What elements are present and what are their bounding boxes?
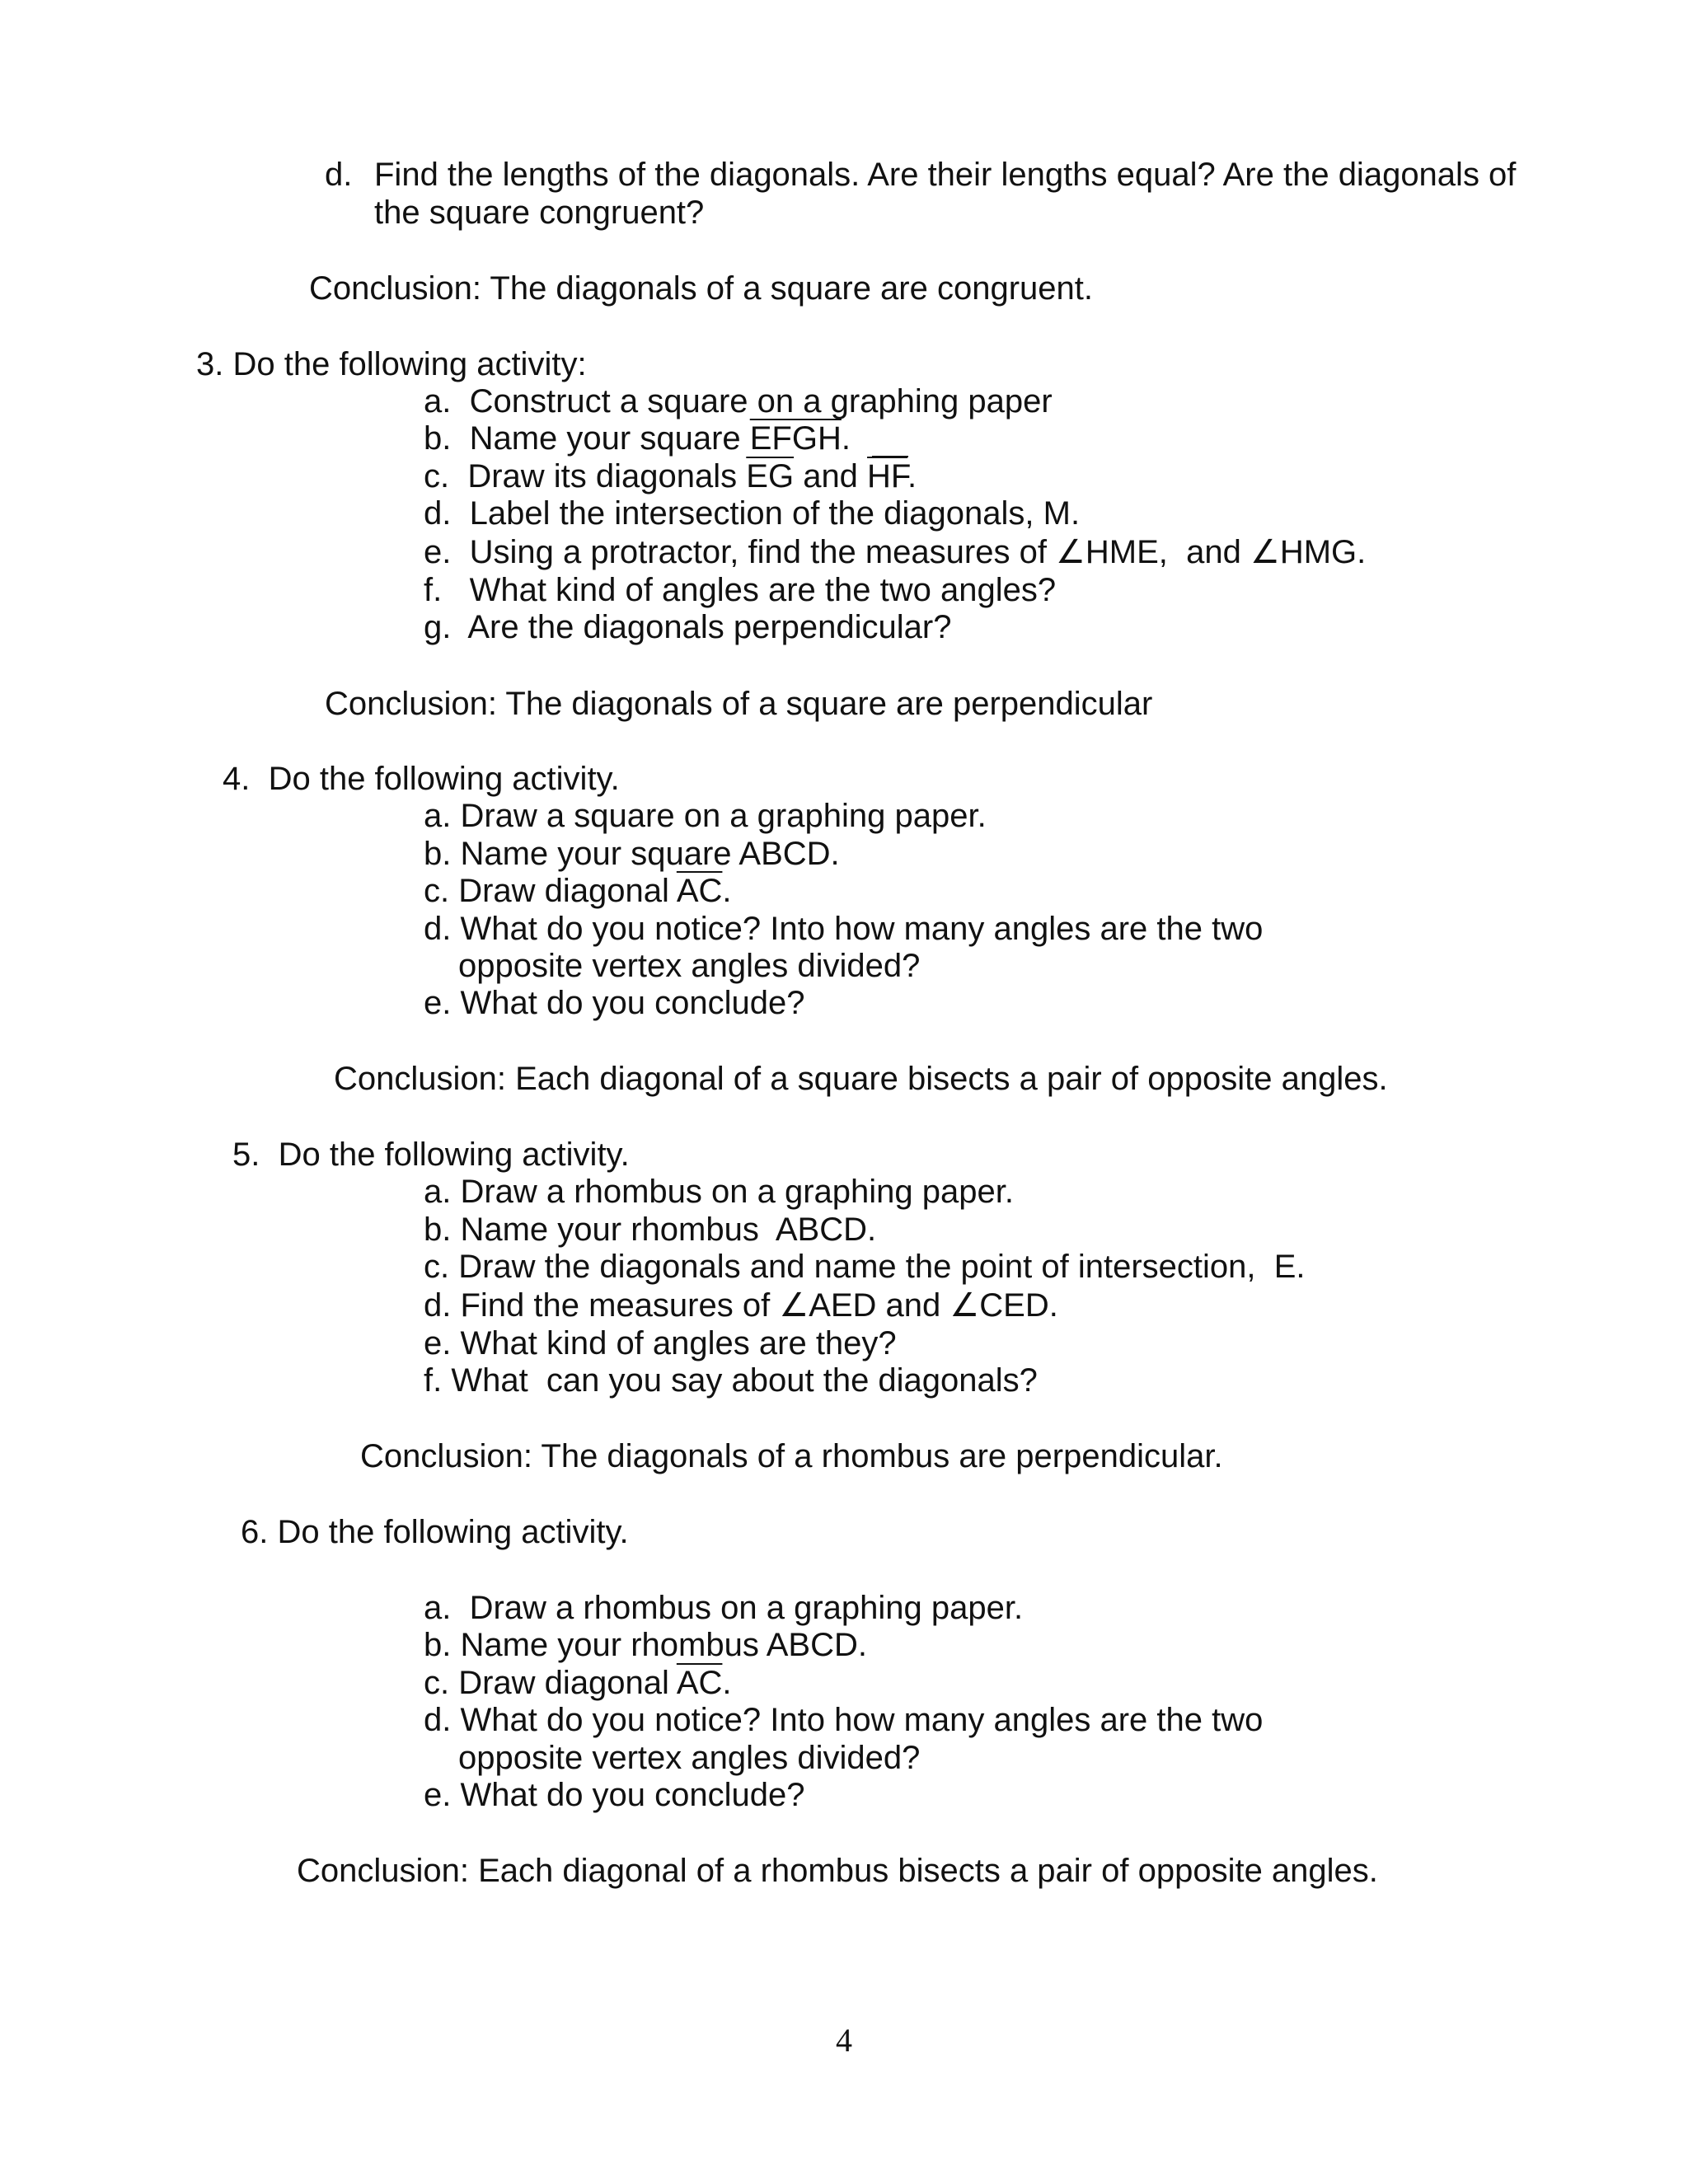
activity-3-heading: 3. Do the following activity: (196, 346, 587, 382)
segment-ac: $\overline{AC}$ (676, 873, 723, 909)
activity-4-item-a: a. Draw a square on a graphing paper. (424, 798, 987, 834)
activity-6-item-a: a. Draw a rhombus on a graphing paper. (424, 1590, 1024, 1626)
activity-6-heading: 6. Do the following activity. (241, 1514, 629, 1550)
activity-3-item-e: e. Using a protractor, find the measures of ∠HME, and ∠HMG. (424, 534, 1367, 570)
activity-5-item-e: e. What kind of angles are they? (424, 1325, 897, 1361)
activity-3-item-a: a. Construct a square on a graphing paper (424, 383, 1053, 419)
activity-3-item-f: f. What kind of angles are the two angles? (424, 572, 1057, 608)
activity-4-item-d-line2: opposite vertex angles divided? (458, 948, 921, 984)
segment-eg: $\overline{EG}$ (746, 458, 795, 494)
activity-6-item-b: b. Name your rhombus ABCD. (424, 1627, 867, 1663)
activity-4-item-c: c. Draw diagonal $\overline{AC}$. (424, 873, 732, 909)
activity-5-item-b: b. Name your rhombus ABCD. (424, 1212, 877, 1248)
item-2d-marker: d. (325, 157, 353, 193)
activity-3-item-b: b. Name your square EFGH. (424, 420, 851, 457)
activity-4-item-e: e. What do you conclude? (424, 985, 805, 1021)
activity-3-item-c: c. Draw its diagonals $\overline{EG}$ and $\overline{HF}$. (424, 458, 917, 494)
activity-5-item-a: a. Draw a rhombus on a graphing paper. (424, 1174, 1014, 1210)
activity-6-item-d-line1: d. What do you notice? Into how many angles are the two (424, 1702, 1264, 1738)
activity-6-item-d-line2: opposite vertex angles divided? (458, 1740, 921, 1776)
activity-5-item-f: f. What can you say about the diagonals? (424, 1362, 1038, 1399)
conclusion-5: Conclusion: The diagonals of a rhombus are perpendicular. (360, 1438, 1223, 1474)
segment-hf: $\overline{HF}$ (867, 458, 907, 494)
activity-6-item-c: c. Draw diagonal $\overline{AC}$. (424, 1665, 732, 1701)
activity-5-heading: 5. Do the following activity. (232, 1137, 630, 1173)
square-name-efgh: EFGH (749, 420, 842, 457)
item-2d-text-line1: Find the lengths of the diagonals. Are their lengths equal? Are the diagonals of (374, 157, 1517, 193)
conclusion-4: Conclusion: Each diagonal of a square bisects a pair of opposite angles. (334, 1061, 1388, 1097)
conclusion-6: Conclusion: Each diagonal of a rhombus bisects a pair of opposite angles. (297, 1853, 1378, 1889)
page-number: 4 (836, 2022, 852, 2059)
activity-5-item-d: d. Find the measures of ∠AED and ∠CED. (424, 1287, 1058, 1324)
conclusion-3: Conclusion: The diagonals of a square are perpendicular (325, 686, 1153, 722)
activity-4-heading: 4. Do the following activity. (223, 761, 620, 797)
activity-3-item-d: d. Label the intersection of the diagonals, M. (424, 495, 1081, 532)
activity-5-item-c: c. Draw the diagonals and name the point of intersection, E. (424, 1249, 1306, 1285)
conclusion-2: Conclusion: The diagonals of a square are congruent. (309, 270, 1093, 307)
segment-ac: $\overline{AC}$ (676, 1665, 723, 1701)
item-2d-text-line2: the square congruent? (374, 194, 705, 231)
activity-4-item-b: b. Name your square ABCD. (424, 836, 840, 872)
activity-3-item-g: g. Are the diagonals perpendicular? (424, 609, 952, 645)
activity-6-item-e: e. What do you conclude? (424, 1777, 805, 1813)
activity-4-item-d-line1: d. What do you notice? Into how many angles are the two (424, 911, 1264, 947)
